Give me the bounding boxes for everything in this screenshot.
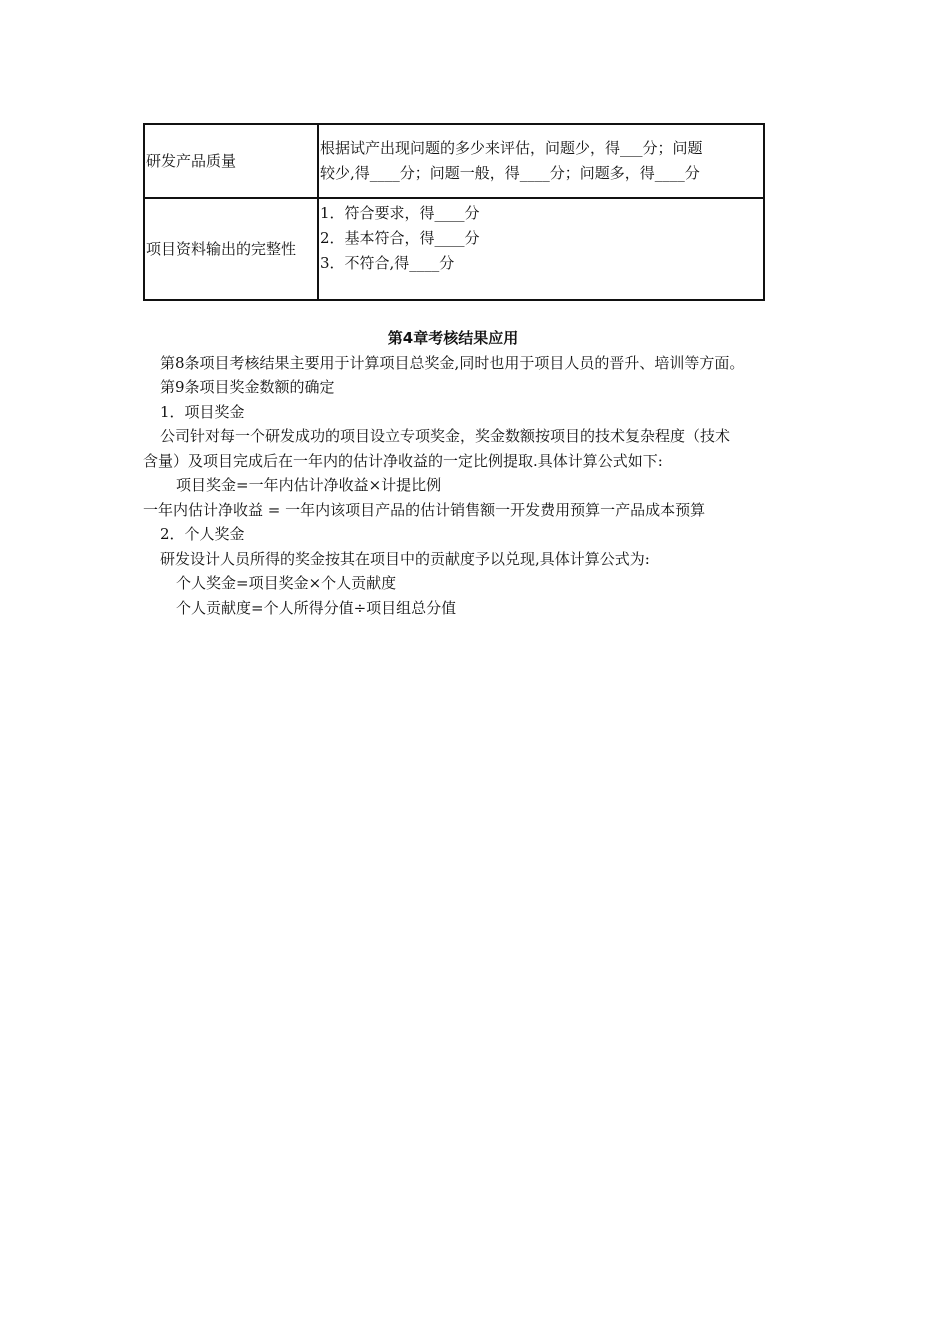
item-label: 研发产品质量 [146,151,237,170]
table-cell-item [144,198,318,300]
formula-personal-bonus: 个人奖金=项目奖金×个人贡献度 [176,574,397,592]
criteria-line: 较少,得____分；问题一般，得____分；问题多，得____分 [320,164,700,182]
table-cell-criteria [318,124,764,198]
criteria-line: 3．不符合,得____分 [320,254,455,272]
formula-net-income: 一年内估计净收益 = 一年内该项目产品的估计销售额一开发费用预算一产品成本预算 [143,500,706,519]
table-row [144,124,764,198]
formula-project-bonus: 项目奖金=一年内估计净收益×计提比例 [176,476,442,494]
chapter-body [143,326,823,620]
table-row [144,198,764,300]
evaluation-table [143,123,765,301]
table-cell-item [144,124,318,198]
section-1-paragraph-line: 含量）及项目完成后在一年内的估计净收益的一定比例提取.具体计算公式如下: [143,451,663,470]
section-1-paragraph-line: 公司针对每一个研发成功的项目设立专项奖金，奖金数额按项目的技术复杂程度（技术 [160,427,731,445]
criteria-line: 1．符合要求，得____分 [320,204,480,222]
item-label: 项目资料输出的完整性 [146,239,297,258]
article-8: 第8条项目考核结果主要用于计算项目总奖金,同时也用于项目人员的晋升、培训等方面。 [160,353,745,372]
article-9: 第9条项目奖金数额的确定 [160,378,335,396]
criteria-line: 2．基本符合，得____分 [320,229,480,247]
section-2-title: 2．个人奖金 [160,525,245,543]
criteria-line: 根据试产出现问题的多少来评估，问题少，得___分；问题 [320,139,703,157]
chapter-title: 第4章考核结果应用 [387,329,519,347]
section-1-title: 1．项目奖金 [160,402,245,421]
formula-contribution: 个人贡献度=个人所得分值÷项目组总分值 [176,598,457,617]
section-2-paragraph: 研发设计人员所得的奖金按其在项目中的贡献度予以兑现,具体计算公式为: [160,549,650,568]
table-cell-criteria [318,198,764,300]
